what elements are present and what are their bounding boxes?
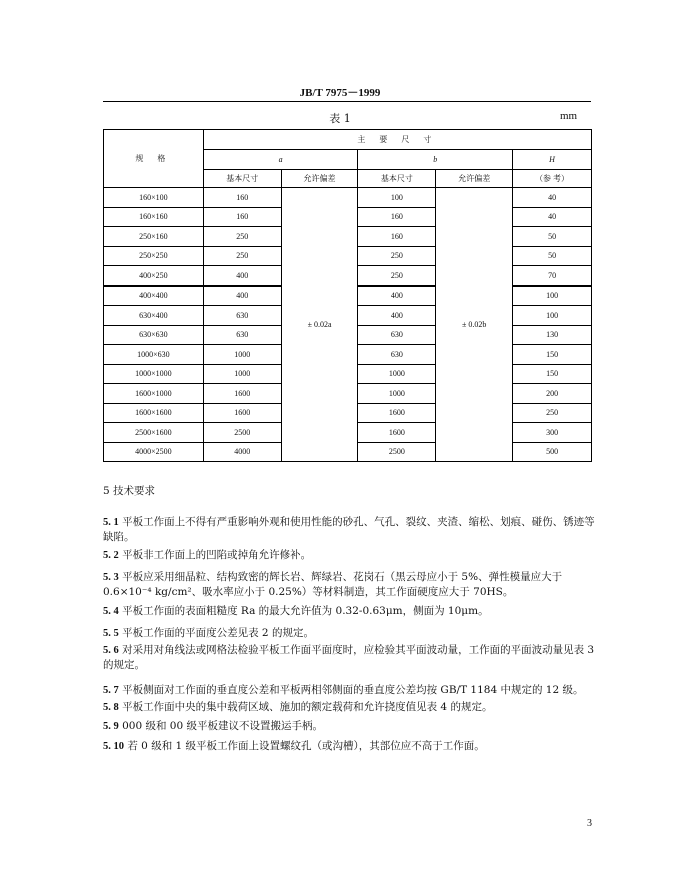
cell-a: 1000 [203, 345, 281, 365]
cell-spec: 2500×1600 [104, 423, 204, 443]
cell-a: 1600 [203, 403, 281, 423]
clause-number: 5. 10 [103, 741, 124, 752]
cell-spec: 250×160 [104, 227, 204, 247]
cell-b: 250 [358, 266, 436, 286]
cell-H: 50 [513, 246, 592, 266]
clause-number: 5. 8 [103, 702, 119, 713]
header-rule [103, 101, 591, 102]
cell-b: 160 [358, 227, 436, 247]
cell-a: 400 [203, 286, 281, 306]
cell-a: 4000 [203, 442, 281, 462]
cell-b: 1000 [358, 384, 436, 404]
cell-a: 400 [203, 266, 281, 286]
table-caption: 表 1 [329, 112, 351, 125]
cell-H: 250 [513, 403, 592, 423]
col-b-header: b [358, 150, 513, 170]
col-spec-header: 规 格 [104, 130, 204, 188]
cell-a: 630 [203, 325, 281, 345]
table-unit: mm [560, 110, 578, 122]
cell-b: 630 [358, 325, 436, 345]
clause-text: 平板侧面对工作面的垂直度公差和平板两相邻侧面的垂直度公差均按 GB/T 1184 中规定的 12 级。 [122, 684, 584, 696]
cell-H: 40 [513, 207, 592, 227]
cell-tol-b: ± 0.02b [436, 188, 513, 462]
clause-item [103, 626, 598, 641]
clause-text: 平板应采用细晶粒、结构致密的辉长岩、辉绿岩、花岗石（黑云母应小于 5%、弹性模量应大于 0.6×10⁻⁴ kg/cm²、吸水率应小于 0.25%）等材料制造，其工作面硬度应大于 70HS。 [103, 571, 563, 598]
cell-H: 150 [513, 345, 592, 365]
spec-table [103, 129, 592, 462]
clause-text: 若 0 级和 1 级平板工作面上设置螺纹孔（或沟槽），其部位应不高于工作面。 [127, 740, 485, 752]
col-a-header: a [203, 150, 358, 170]
sub-basic-a: 基本尺寸 [203, 170, 281, 188]
cell-spec: 400×250 [104, 266, 204, 286]
cell-spec: 160×100 [104, 188, 204, 208]
table-row [104, 188, 592, 208]
clause-number: 5. 5 [103, 628, 119, 639]
cell-H: 50 [513, 227, 592, 247]
clause-text: 000 级和 00 级平板建议不设置搬运手柄。 [122, 720, 324, 732]
clause-number: 5. 9 [103, 721, 119, 732]
clause-item [103, 643, 598, 672]
cell-a: 2500 [203, 423, 281, 443]
col-H-header: H [513, 150, 592, 170]
clause-item [103, 570, 598, 599]
cell-b: 160 [358, 207, 436, 227]
cell-H: 200 [513, 384, 592, 404]
cell-spec: 400×400 [104, 286, 204, 306]
cell-a: 1000 [203, 364, 281, 384]
page-number: 3 [587, 818, 592, 829]
sub-ref-H: （参 考） [513, 170, 592, 188]
clause-item [103, 515, 598, 544]
cell-H: 500 [513, 442, 592, 462]
clause-item [103, 604, 598, 619]
cell-H: 40 [513, 188, 592, 208]
cell-spec: 250×250 [104, 246, 204, 266]
cell-b: 100 [358, 188, 436, 208]
clause-text: 平板工作面中央的集中载荷区域、施加的额定载荷和允许挠度值见表 4 的规定。 [122, 701, 493, 713]
clause-number: 5. 2 [103, 550, 119, 561]
clause-number: 5. 4 [103, 606, 119, 617]
document-code: JB/T 7975－1999 [299, 87, 381, 99]
cell-spec: 4000×2500 [104, 442, 204, 462]
cell-H: 150 [513, 364, 592, 384]
cell-b: 250 [358, 246, 436, 266]
cell-spec: 630×630 [104, 325, 204, 345]
cell-b: 400 [358, 306, 436, 326]
cell-a: 250 [203, 246, 281, 266]
clause-text: 平板工作面的表面粗糙度 Ra 的最大允许值为 0.32-0.63μm，侧面为 10μm。 [122, 605, 489, 617]
cell-a: 630 [203, 306, 281, 326]
cell-spec: 1000×1000 [104, 364, 204, 384]
cell-spec: 1600×1000 [104, 384, 204, 404]
cell-b: 2500 [358, 442, 436, 462]
section-5-title: 5 技术要求 [103, 485, 156, 497]
cell-H: 70 [513, 266, 592, 286]
clause-text: 平板工作面上不得有严重影响外观和使用性能的砂孔、气孔、裂纹、夹渣、缩松、划痕、碰伤、锈迹等缺陷。 [103, 516, 595, 543]
clause-item [103, 548, 598, 563]
col-main-header: 主 要 尺 寸 [203, 130, 591, 150]
sub-tol-b: 允许偏差 [436, 170, 513, 188]
cell-a: 160 [203, 207, 281, 227]
clause-item [103, 719, 598, 734]
clause-number: 5. 3 [103, 572, 119, 583]
cell-b: 1600 [358, 423, 436, 443]
cell-a: 1600 [203, 384, 281, 404]
clause-text: 平板非工作面上的凹陷或掉角允许修补。 [122, 549, 312, 561]
cell-H: 100 [513, 306, 592, 326]
cell-H: 130 [513, 325, 592, 345]
cell-b: 630 [358, 345, 436, 365]
cell-b: 400 [358, 286, 436, 306]
cell-a: 160 [203, 188, 281, 208]
cell-H: 100 [513, 286, 592, 306]
clause-number: 5. 1 [103, 517, 119, 528]
cell-tol-a: ± 0.02a [281, 188, 358, 462]
cell-spec: 1600×1600 [104, 403, 204, 423]
clause-item [103, 683, 598, 698]
clause-item [103, 739, 598, 754]
clause-number: 5. 7 [103, 685, 119, 696]
cell-spec: 160×160 [104, 207, 204, 227]
cell-H: 300 [513, 423, 592, 443]
cell-spec: 630×400 [104, 306, 204, 326]
cell-b: 1600 [358, 403, 436, 423]
cell-spec: 1000×630 [104, 345, 204, 365]
clause-text: 平板工作面的平面度公差见表 2 的规定。 [122, 627, 314, 639]
cell-a: 250 [203, 227, 281, 247]
clause-text: 对采用对角线法或网格法检验平板工作面平面度时，应检验其平面波动量，工作面的平面波动量见表 3 的规定。 [103, 644, 595, 671]
sub-basic-b: 基本尺寸 [358, 170, 436, 188]
sub-tol-a: 允许偏差 [281, 170, 358, 188]
clause-number: 5. 6 [103, 645, 119, 656]
clause-item [103, 700, 598, 715]
cell-b: 1000 [358, 364, 436, 384]
